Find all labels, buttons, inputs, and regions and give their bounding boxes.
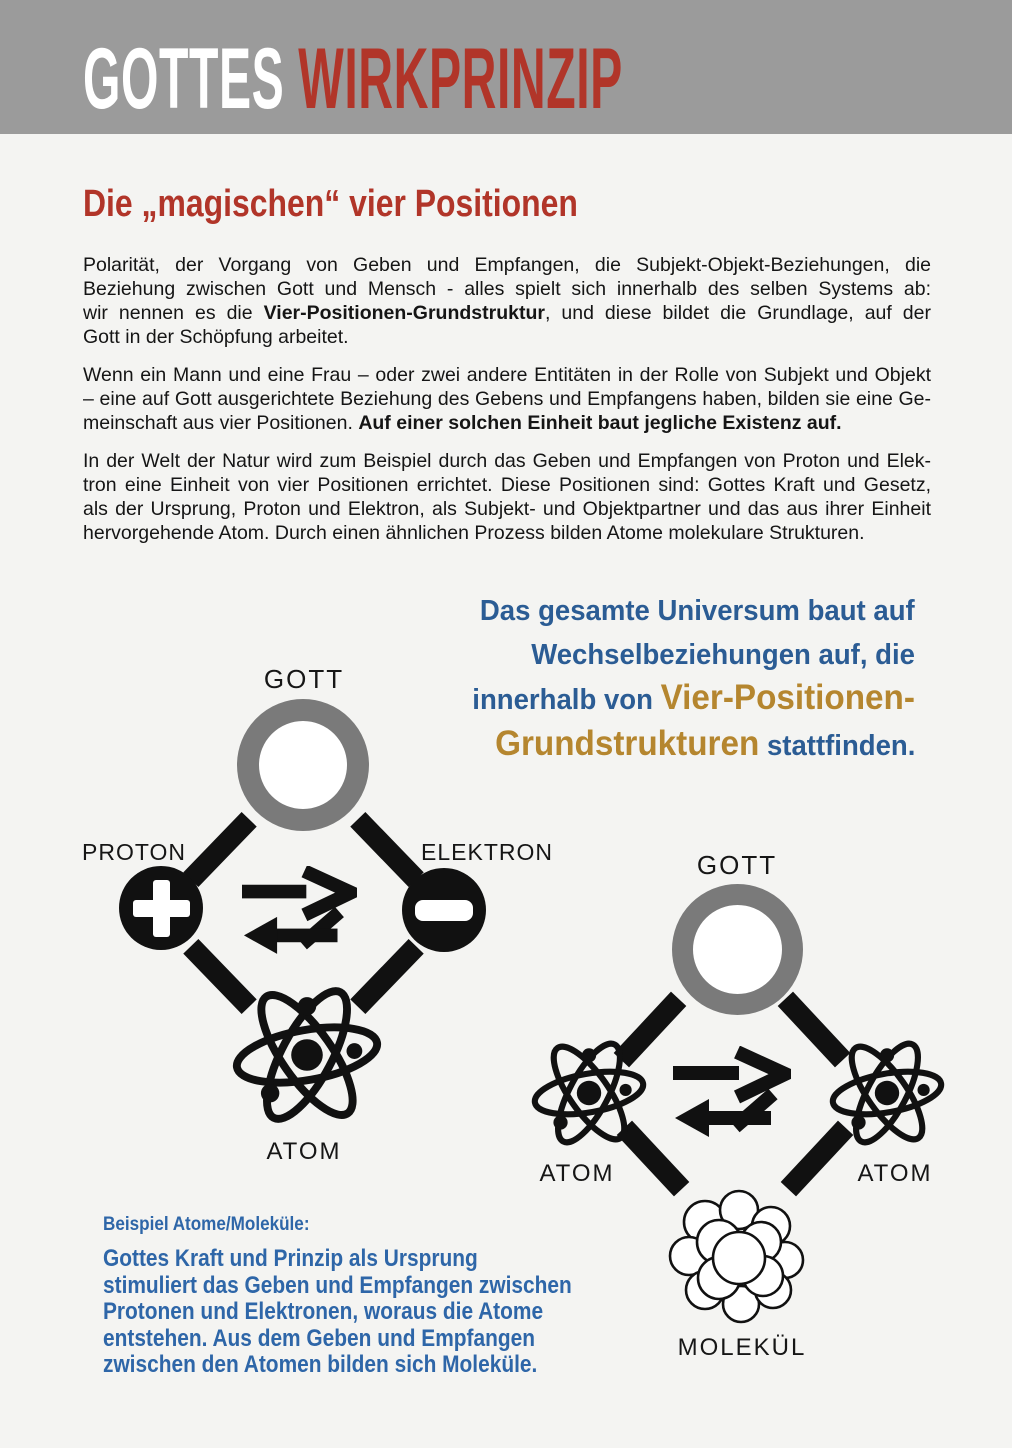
proton-label: PROTON (82, 839, 186, 865)
statement-line-4 (495, 725, 915, 771)
paragraph-segment-bold: Auf einer solchen Einheit baut jegliche Existenz auf. (358, 412, 842, 434)
paragraph-1 (83, 253, 931, 349)
paragraph-segment: wir nennen es die (83, 302, 264, 324)
page-title-part2: WIRKPRINZIP (298, 31, 623, 127)
atom-icon (826, 1032, 948, 1154)
plus-circle-icon (119, 866, 203, 950)
paragraph-line (83, 301, 931, 325)
statement-line-2: Wechselbeziehungen auf, die (531, 638, 915, 671)
paragraph-line: Wenn ein Mann und eine Frau – oder zwei andere Entitäten in der Rolle von Subjekt und Objekt (83, 364, 931, 386)
section-heading-text: Die „magischen“ vier Positionen (83, 183, 578, 225)
statement-segment-gold: Grundstrukturen (494, 723, 759, 763)
diagram1-atom-label: ATOM (266, 1138, 342, 1165)
paragraph-line: Beziehung zwischen Gott und Mensch - alles spielt sich innerhalb des selben Systems ab: (83, 278, 931, 300)
example-line: Protonen und Elektronen, woraus die Atome (103, 1298, 544, 1325)
statement-line-3 (472, 679, 915, 725)
statement-line-1: Das gesamte Universum baut auf (480, 595, 915, 627)
diagram2-atom-label-left: ATOM (539, 1160, 615, 1187)
paragraph-segment-bold: Vier-Positionen-Grundstruktur (263, 302, 545, 324)
paragraph-line: In der Welt der Natur wird zum Beispiel durch das Geben und Empfangen von Proton und Elek- (83, 450, 931, 472)
god-ring-icon (672, 884, 803, 1015)
paragraph-line: tron eine Einheit von vier Positionen errichtet. Diese Positionen sind: Gottes Kraft und Gesetz, (83, 474, 931, 496)
paragraph-2 (83, 363, 931, 435)
statement-segment-gold: Vier-Positionen- (660, 678, 915, 717)
example-line: Gottes Kraft und Prinzip als Ursprung (103, 1245, 478, 1272)
section-heading (83, 183, 672, 226)
example-caption-text: Beispiel Atome/Moleküle: (103, 1214, 310, 1235)
minus-glyph (415, 900, 473, 921)
paragraph-line (83, 411, 931, 435)
god-ring-icon (237, 699, 369, 831)
page-title (83, 31, 1012, 127)
diagram2-atom-label-right: ATOM (857, 1160, 933, 1187)
elektron-label: ELEKTRON (421, 839, 553, 865)
page-title-part1: GOTTES (83, 31, 299, 127)
paragraph-line: – eine auf Gott ausgerichtete Beziehung des Gebens und Empfangens haben, bilden sie eine Ge- (83, 388, 931, 410)
statement-block (449, 592, 915, 770)
exchange-arrows-icon (673, 1046, 791, 1144)
paragraph-line: Polarität, der Vorgang von Geben und Empfangen, die Subjekt-Objekt-Beziehungen, die (83, 254, 931, 276)
statement-segment-blue: stattfinden. (758, 729, 915, 762)
paragraph-line: als der Ursprung, Proton und Elektron, als Subjekt- und Objektpartner und das aus ihrer Einheit (83, 498, 931, 520)
atom-icon (528, 1032, 650, 1154)
statement-segment-blue: innerhalb von (472, 684, 661, 716)
connector-bar (350, 812, 423, 887)
paragraph-line: hervorgehende Atom. Durch einen ähnlichen Prozess bilden Atome molekulare Strukturen. (83, 522, 865, 544)
plus-glyph (153, 880, 170, 937)
paragraph-line: Gott in der Schöpfung arbeitet. (83, 326, 349, 348)
diagram2-gott-label: GOTT (696, 850, 778, 880)
paragraph-segment: , und diese bildet die Grundlage, auf der (544, 302, 931, 324)
example-line: zwischen den Atomen bilden sich Moleküle. (103, 1351, 538, 1378)
molecule-icon (667, 1186, 807, 1326)
exchange-arrows-icon (242, 866, 357, 960)
example-line: entstehen. Aus dem Geben und Empfangen (103, 1324, 535, 1352)
paragraph-3 (83, 449, 931, 545)
example-text (103, 1246, 572, 1379)
molekuel-label: MOLEKÜL (677, 1334, 807, 1361)
example-line: stimuliert das Geben und Empfangen zwischen (103, 1271, 572, 1299)
minus-circle-icon (402, 868, 486, 952)
diagram1-gott-label: GOTT (263, 664, 345, 694)
atom-icon (228, 976, 386, 1134)
example-caption (103, 1214, 332, 1236)
paragraph-segment: meinschaft aus vier Positionen. (83, 412, 359, 434)
